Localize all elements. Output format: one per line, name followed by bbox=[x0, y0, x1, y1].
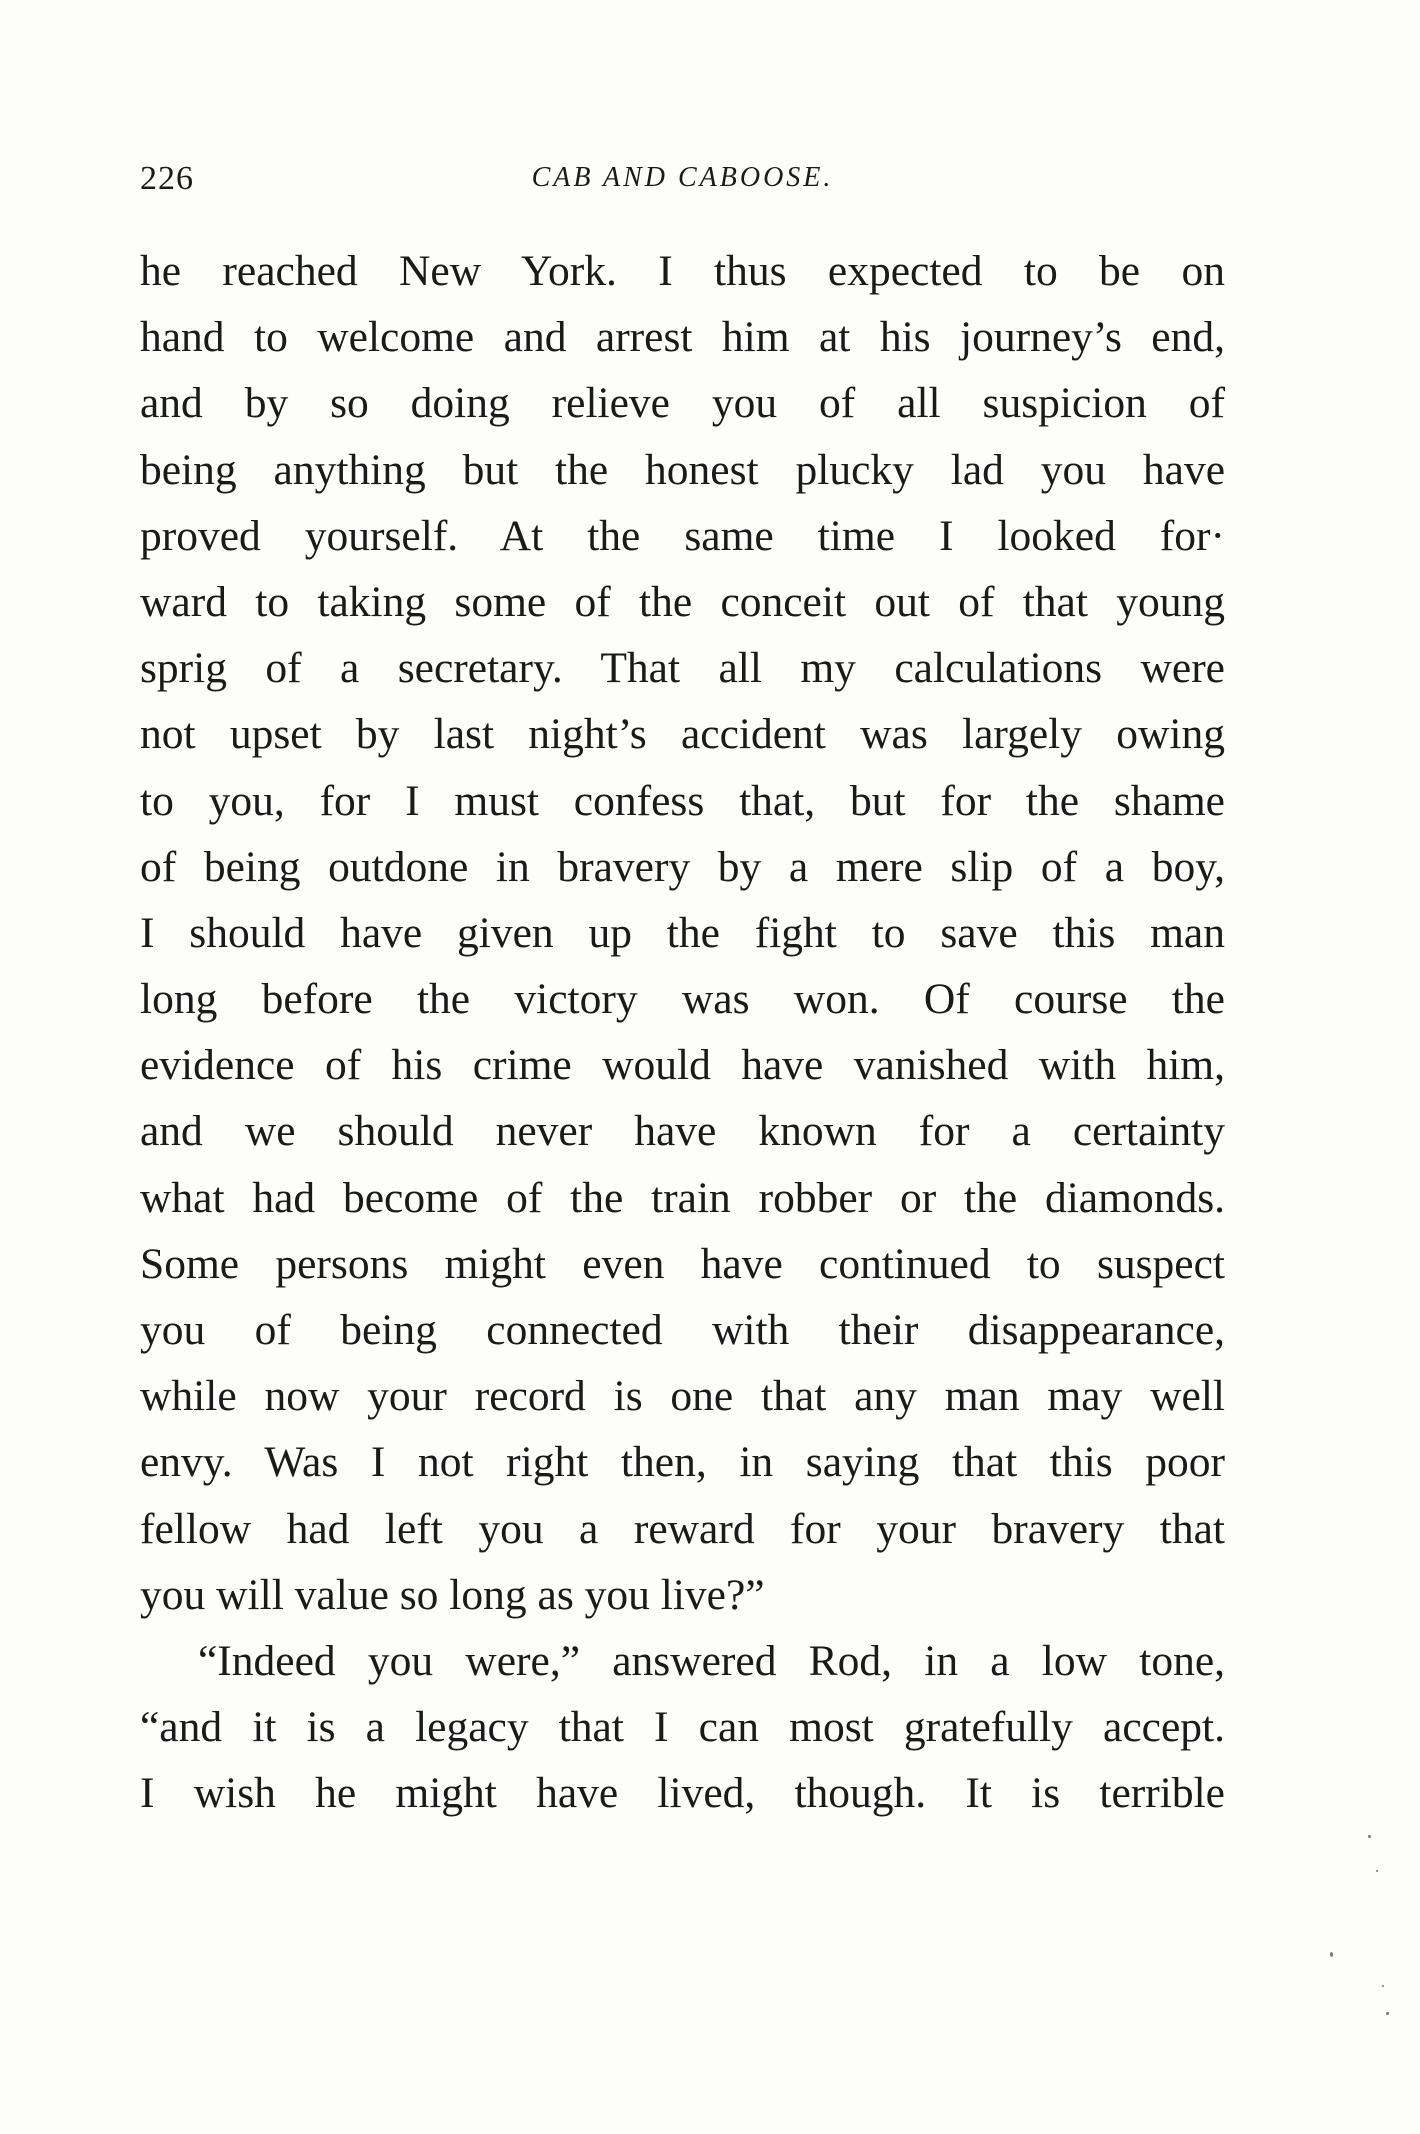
text-line: Some persons might even have continued to suspect bbox=[140, 1239, 1225, 1288]
text-line: to you, for I must confess that, but for the shame bbox=[140, 776, 1225, 825]
text-line: and by so doing relieve you of all suspicion of bbox=[140, 379, 1225, 428]
text-line: he reached New York. I thus expected to be on bbox=[140, 247, 1225, 295]
text-line: being anything but the honest plucky lad you have bbox=[140, 445, 1225, 494]
paragraph-end-line: you will value so long as you live?” bbox=[140, 1570, 765, 1619]
text-line: I should have given up the fight to save this man bbox=[140, 908, 1225, 957]
page-number: 226 bbox=[140, 160, 194, 197]
text-line: what had become of the train robber or the diamonds. bbox=[140, 1173, 1225, 1222]
text-line: of being outdone in bravery by a mere slip of a boy, bbox=[140, 842, 1225, 891]
text-line: sprig of a secretary. That all my calculations were bbox=[140, 644, 1225, 693]
running-head bbox=[140, 160, 1225, 210]
scan-speck bbox=[1376, 1870, 1378, 1872]
text-line: long before the victory was won. Of course the bbox=[140, 975, 1225, 1024]
running-title: CAB AND CABOOSE. bbox=[531, 162, 834, 193]
text-line: evidence of his crime would have vanished with him, bbox=[140, 1041, 1225, 1090]
text-line: and we should never have known for a certainty bbox=[140, 1107, 1225, 1156]
body-text bbox=[140, 238, 1225, 1827]
text-line: envy. Was I not right then, in saying that this poor bbox=[140, 1438, 1225, 1487]
scan-speck bbox=[1386, 2012, 1389, 2015]
scan-speck bbox=[1330, 1952, 1333, 1957]
text-line: proved yourself. At the same time I looked for· bbox=[140, 511, 1225, 560]
text-line: I wish he might have lived, though. It is terrible bbox=[140, 1769, 1225, 1818]
text-line: not upset by last night’s accident was largely owing bbox=[140, 710, 1225, 759]
scan-speck bbox=[1368, 1835, 1371, 1838]
text-line: you of being connected with their disappearance, bbox=[140, 1306, 1225, 1354]
text-line: hand to welcome and arrest him at his journey’s end, bbox=[140, 313, 1225, 362]
scan-speck bbox=[1382, 1985, 1384, 1987]
text-line: fellow had left you a reward for your bravery that bbox=[140, 1504, 1225, 1553]
paragraph-start-line: “Indeed you were,” answered Rod, in a low tone, bbox=[198, 1636, 1225, 1685]
text-line: “and it is a legacy that I can most gratefully accept. bbox=[140, 1703, 1225, 1752]
text-line: ward to taking some of the conceit out of that young bbox=[140, 577, 1225, 626]
text-line: while now your record is one that any man may well bbox=[140, 1372, 1225, 1421]
